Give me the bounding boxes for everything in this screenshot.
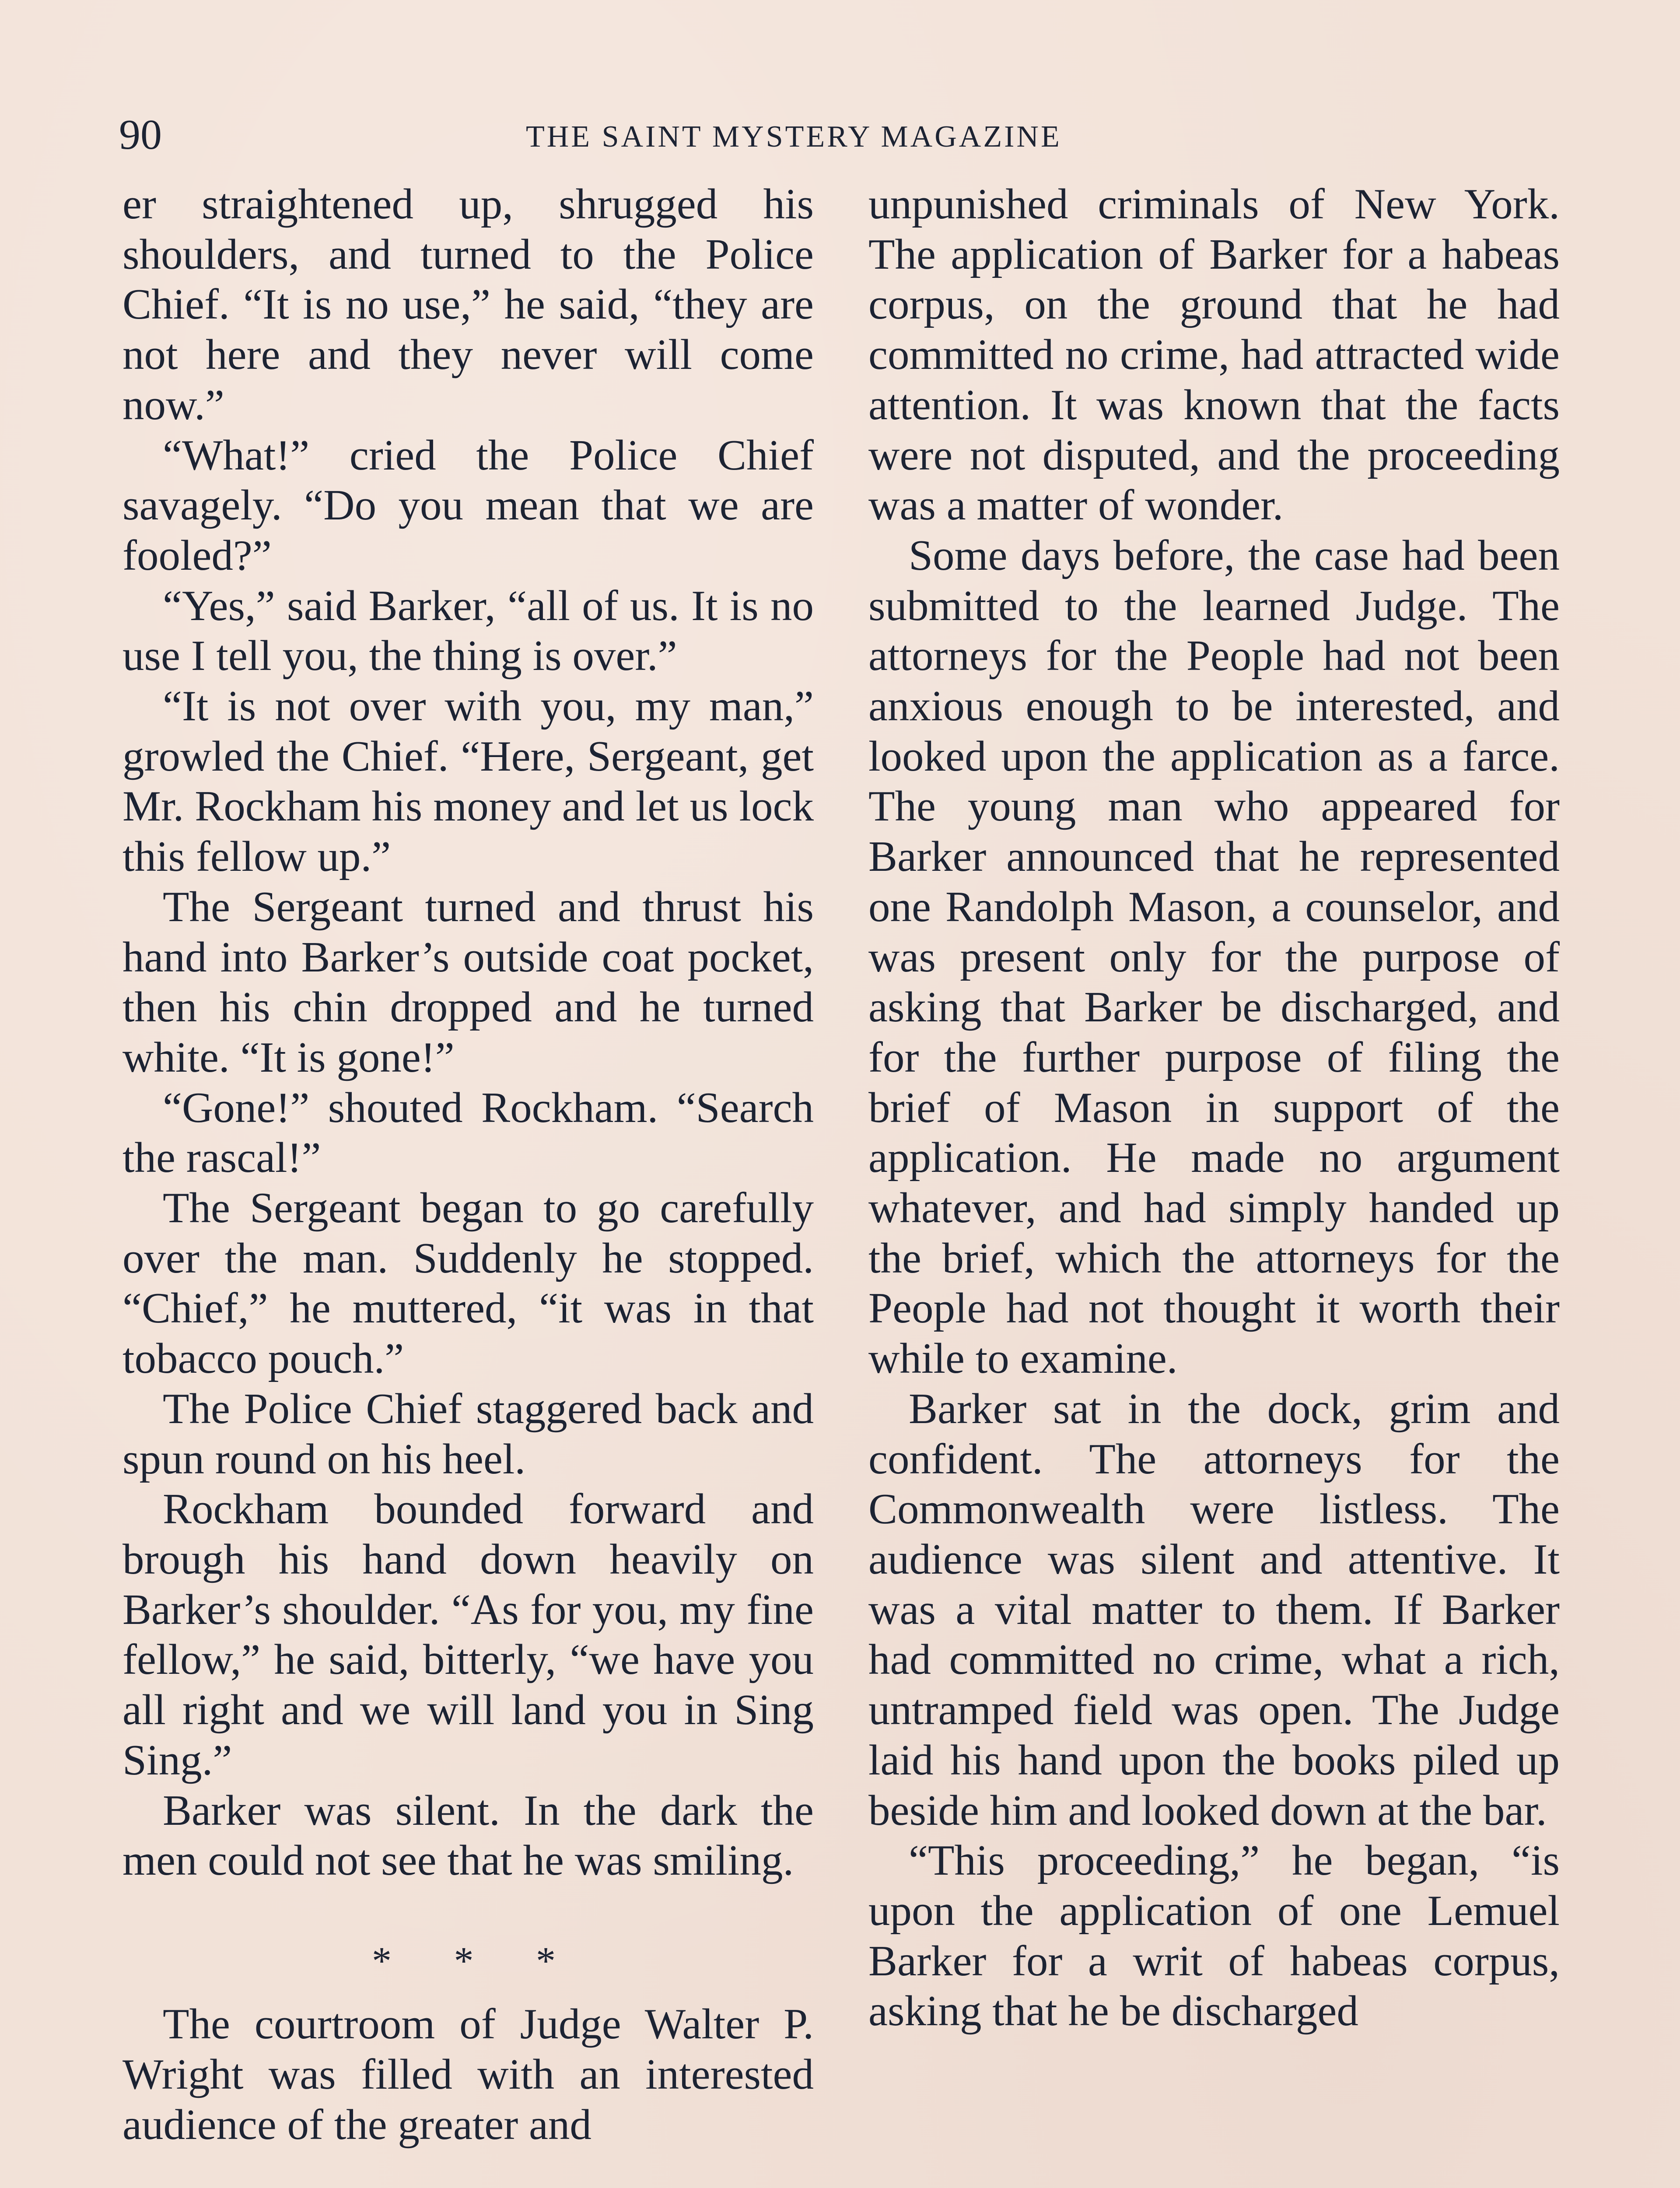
paragraph: “Yes,” said Barker, “all of us. It is no use I tell you, the thing is over.” <box>122 582 814 680</box>
paragraph: Barker sat in the dock, grim and confident. The attorneys for the Commonwealth were listless. The audience was silent and attentive. It was a vital matter to them. If Barker had committed no crime, what a rich, untramped field was open. The Judge laid his hand upon the books piled up beside him and looked down at the bar. <box>868 1385 1560 1834</box>
paragraph: The Sergeant began to go carefully over the man. Suddenly he stopped. “Chief,” he muttered, “it was in that tobacco pouch.” <box>122 1184 814 1383</box>
page-number: 90 <box>119 111 162 158</box>
page-header <box>119 109 1563 161</box>
running-head: THE SAINT MYSTERY MAGAZINE <box>526 120 1062 154</box>
paragraph: Barker was silent. In the dark the men could not see that he was smiling. <box>122 1786 814 1885</box>
left-column <box>122 179 814 2150</box>
paragraph: “This proceeding,” he began, “is upon the application of one Lemuel Barker for a writ of habeas corpus, asking that he be discharged <box>868 1837 1560 2035</box>
paragraph: “What!” cried the Police Chief savagely. “Do you mean that we are fooled?” <box>122 431 814 579</box>
paragraph: The Police Chief staggered back and spun round on his heel. <box>122 1385 814 1483</box>
paragraph: The Sergeant turned and thrust his hand into Barker’s outside coat pocket, then his chin dropped and he turned white. “It is gone!” <box>122 883 814 1081</box>
paragraph: The courtroom of Judge Walter P. Wright was filled with an interested audience of the greater and <box>122 2000 814 2149</box>
paragraph: Rockham bounded forward and brough his hand down heavily on Barker’s shoulder. “As for you, my fine fellow,” he said, bitterly, “we have you all right and we will land you in Sing Sing.” <box>122 1485 814 1784</box>
paragraph: unpunished criminals of New York. The application of Barker for a habeas corpus, on the ground that he had committed no crime, had attracted wide attention. It was known that the facts were not disputed, and the proceeding was a matter of wonder. <box>868 180 1560 529</box>
paragraph: Some days before, the case had been submitted to the learned Judge. The attorneys for the People had not been anxious enough to be interested, and looked upon the application as a farce. The young man who appeared for Barker announced that he represented one Randolph Mason, a counselor, and was present only for the purpose of asking that Barker be discharged, and for the further purpose of filing the brief of Mason in support of the application. He made no argument whatever, and had simply handed up the brief, which the attorneys for the People had not thought it worth their while to examine. <box>868 531 1560 1383</box>
paragraph: “Gone!” shouted Rockham. “Search the rascal!” <box>122 1083 814 1182</box>
right-column <box>868 179 1560 2037</box>
paragraph: er straightened up, shrugged his shoulders, and turned to the Police Chief. “It is no use,” he said, “they are not here and they never will come now.” <box>122 180 814 429</box>
section-break: * * * <box>372 1939 582 1983</box>
paragraph: “It is not over with you, my man,” growled the Chief. “Here, Sergeant, get Mr. Rockham his money and let us lock this fellow up.” <box>122 682 814 881</box>
